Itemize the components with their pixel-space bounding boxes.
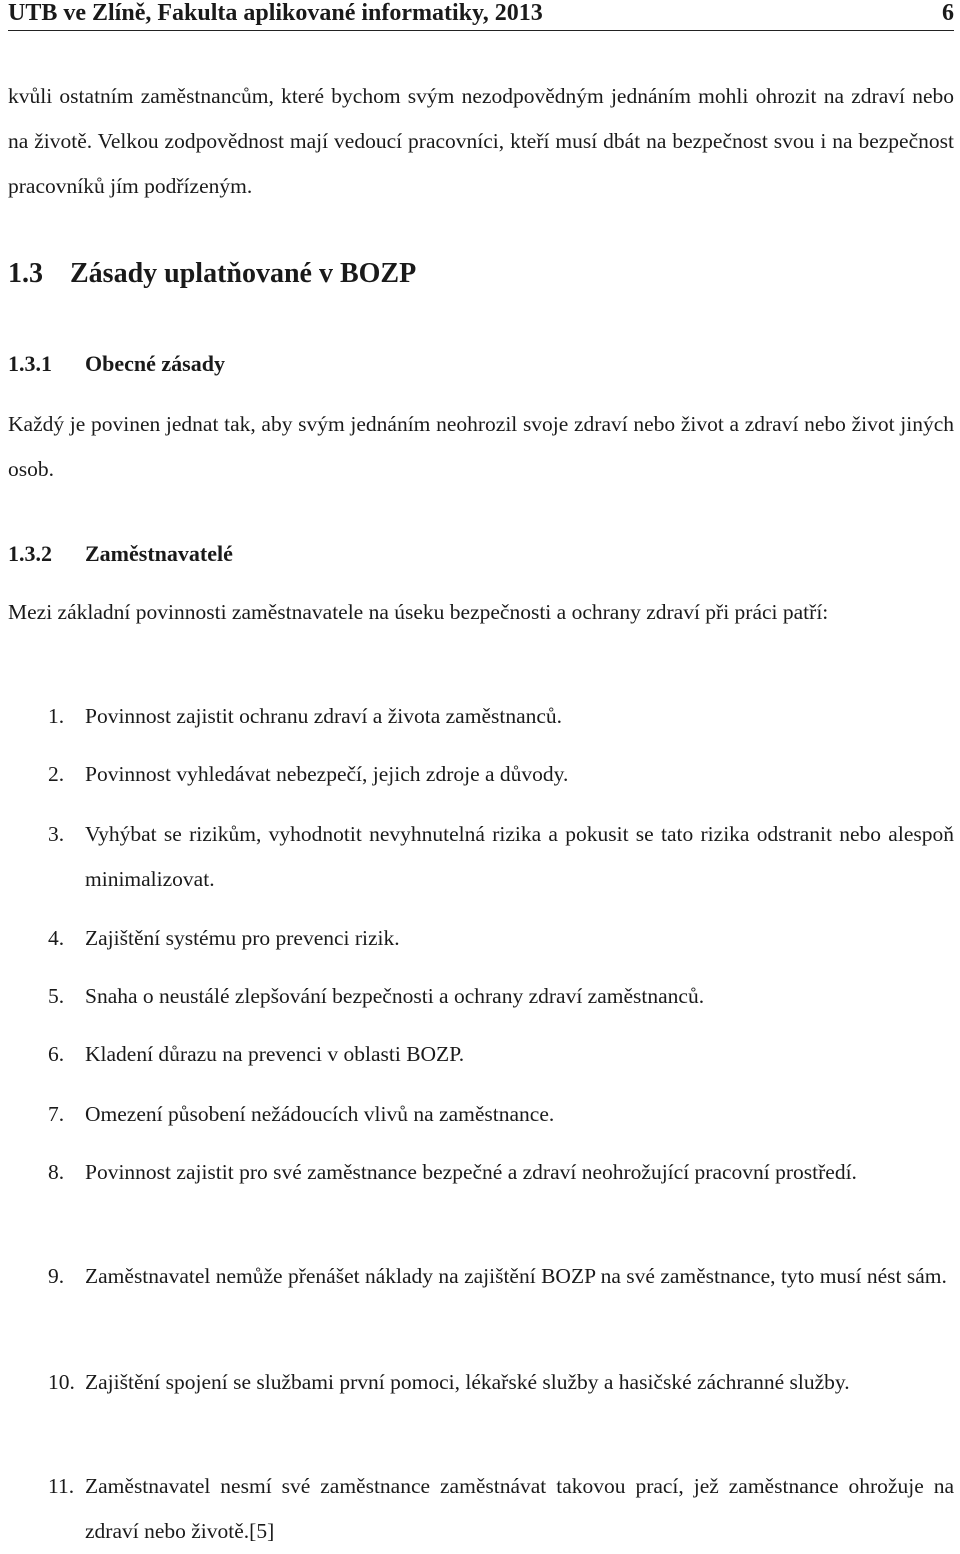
subsection-heading-2 — [8, 540, 233, 568]
list-item — [8, 1464, 954, 1554]
list-item-text: Zaměstnavatel nesmí své zaměstnance zaměstnávat takovou prací, jež zaměstnance ohrožuje na zdraví nebo životě.[5] — [85, 1474, 954, 1543]
list-item — [8, 974, 954, 1019]
section-number: 1.3 — [8, 258, 43, 289]
list-marker: 11. — [48, 1474, 75, 1498]
list-item-text: Zajištění systému pro prevenci rizik. — [85, 926, 400, 950]
list-marker: 1. — [48, 704, 65, 728]
section-title: Zásady uplatňované v BOZP — [70, 258, 417, 289]
list-item — [8, 694, 954, 739]
list-marker: 5. — [48, 984, 65, 1008]
list-item-text: Omezení působení nežádoucích vlivů na zaměstnance. — [85, 1102, 555, 1126]
list-item-text: Povinnost vyhledávat nebezpečí, jejich zdroje a důvody. — [85, 762, 569, 786]
list-item-text: Povinnost zajistit pro své zaměstnance bezpečné a zdraví neohrožující pracovní prostředí. — [85, 1160, 857, 1184]
list-item-text: Zajištění spojení se službami první pomoci, lékařské služby a hasičské záchranné služby. — [85, 1370, 850, 1394]
subsection-heading-1 — [8, 350, 225, 378]
list-marker: 6. — [48, 1042, 65, 1066]
subsection-body-1: Každý je povinen jednat tak, aby svým jednáním neohrozil svoje zdraví nebo život a zdraví nebo život jiných osob. — [8, 412, 954, 481]
subsection-title-1: Obecné zásady — [85, 351, 225, 376]
list-marker: 7. — [48, 1102, 65, 1126]
list-item — [8, 1360, 954, 1405]
list-marker: 8. — [48, 1160, 65, 1184]
list-item — [8, 916, 954, 961]
list-marker: 9. — [48, 1264, 65, 1288]
list-item — [8, 812, 954, 902]
subsection-number-2: 1.3.2 — [8, 541, 52, 566]
list-item-text: Povinnost zajistit ochranu zdraví a života zaměstnanců. — [85, 704, 563, 728]
list-item — [8, 1254, 954, 1299]
section-heading — [8, 258, 416, 290]
running-header — [8, 0, 954, 31]
subsection-body-2: Mezi základní povinnosti zaměstnavatele na úseku bezpečnosti a ochrany zdraví při práci patří: — [8, 600, 829, 624]
intro-paragraph: kvůli ostatním zaměstnancům, které bychom svým nezodpovědným jednáním mohli ohrozit na zdraví nebo na životě. Velkou zodpovědnost mají vedoucí pracovníci, kteří musí dbát na bezpečnost svou i na bezpečnost pracovníků jím podřízeným. — [8, 84, 954, 198]
list-item — [8, 752, 954, 797]
list-item-text: Snaha o neustálé zlepšování bezpečnosti a ochrany zdraví zaměstnanců. — [85, 984, 705, 1008]
list-item — [8, 1092, 954, 1137]
subsection-number-1: 1.3.1 — [8, 351, 52, 376]
list-marker: 10. — [48, 1370, 75, 1394]
list-marker: 3. — [48, 822, 65, 846]
list-item-text: Vyhýbat se rizikům, vyhodnotit nevyhnutelná rizika a pokusit se tato rizika odstranit nebo alespoň minimalizovat. — [85, 822, 954, 891]
page-number: 6 — [942, 0, 954, 26]
list-item — [8, 1150, 954, 1195]
list-item-text: Zaměstnavatel nemůže přenášet náklady na zajištění BOZP na své zaměstnance, tyto musí nést sám. — [85, 1264, 947, 1288]
list-item-text: Kladení důrazu na prevenci v oblasti BOZP. — [85, 1042, 465, 1066]
list-item — [8, 1032, 954, 1077]
header-title: UTB ve Zlíně, Fakulta aplikované informatiky, 2013 — [8, 0, 543, 26]
list-marker: 4. — [48, 926, 65, 950]
subsection-title-2: Zaměstnavatelé — [85, 541, 233, 566]
list-marker: 2. — [48, 762, 65, 786]
